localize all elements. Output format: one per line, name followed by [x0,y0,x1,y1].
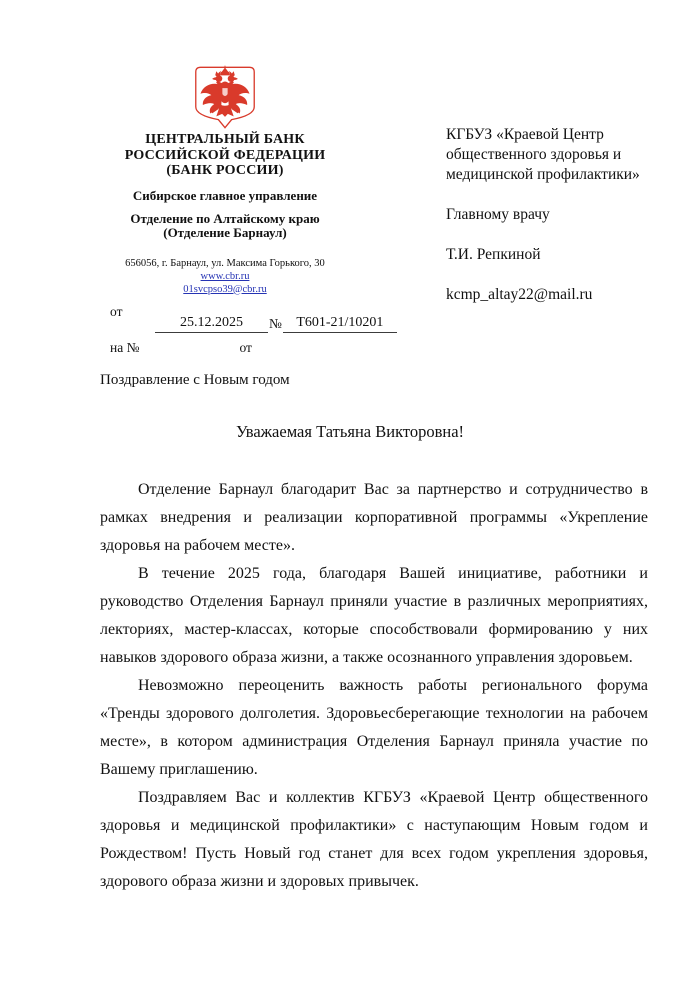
reference-number-row [155,315,400,333]
recipient-organization: КГБУЗ «Краевой Центр общественного здоровья и медицинской профилактики» [446,126,640,183]
bank-name-line: ЦЕНТРАЛЬНЫЙ БАНК [145,132,305,147]
letterhead [100,64,350,296]
bank-name-line: РОССИЙСКОЙ ФЕДЕРАЦИИ [124,147,326,163]
recipient-name: Т.И. Репкиной [446,246,541,263]
website-link[interactable]: www.cbr.ru [200,270,250,282]
date-field: 25.12.2025 [155,315,268,333]
body-paragraph: Поздравляем Вас и коллектив КГБУЗ «Краевой Центр общественного здоровья и медицинской профилактики» с наступающим Новым годом и Рождеством! Пусть Новый год станет для всех годом укрепления здоровья, здорового образа жизни и здоровых привычек. [100,788,648,890]
number-field: Т601-21/10201 [283,315,397,333]
sender-block [100,64,400,355]
reply-number-label: на № [110,339,140,355]
subject-line: Поздравление с Новым годом [100,371,290,388]
recipient-block [400,64,648,305]
recipient-position: Главному врачу [446,206,550,223]
recipient-email: kcmp_altay22@mail.ru [446,286,593,303]
body-paragraph: Отделение Барнаул благодарит Вас за партнерство и сотрудничество в рамках внедрения и реализации корпоративной программы «Укрепление здоровья на рабочем месте». [100,480,648,554]
branch-name-line: Отделение по Алтайскому краю [130,210,320,226]
email-link[interactable]: 01svcpso39@cbr.ru [183,283,267,295]
bank-name [100,132,350,179]
number-sign: № [269,315,282,331]
salutation: Уважаемая Татьяна Викторовна! [235,421,465,441]
branch-name-line: (Отделение Барнаул) [163,224,287,240]
bank-emblem-icon [192,64,258,131]
division-name: Сибирское главное управление [132,187,318,203]
bank-name-line: (БАНК РОССИИ) [166,163,284,178]
reply-reference-row [100,341,400,355]
reference-block [100,305,400,355]
sender-address: 656056, г. Барнаул, ул. Максима Горького, 30 [125,257,325,269]
branch-name [100,212,350,240]
double-headed-eagle-figure [200,66,249,117]
reply-from-label: от [239,339,252,355]
letter-header [100,64,648,355]
from-label: от [110,303,123,319]
body-paragraph: Невозможно переоценить важность работы регионального форума «Тренды здорового долголетия. Здоровьесберегающие технологии на рабочем месте», в котором администрация Отделения Барнаул приняла участие по Вашему приглашению. [100,676,648,778]
body-paragraph: В течение 2025 года, благодаря Вашей инициативе, работники и руководство Отделения Барнаул приняли участие в различных мероприятиях, лекториях, мастер-классах, которые способствовали формированию у них навыков здорового образа жизни, а также осознанного управления здоровьем. [100,564,648,666]
letter-body [100,476,648,896]
